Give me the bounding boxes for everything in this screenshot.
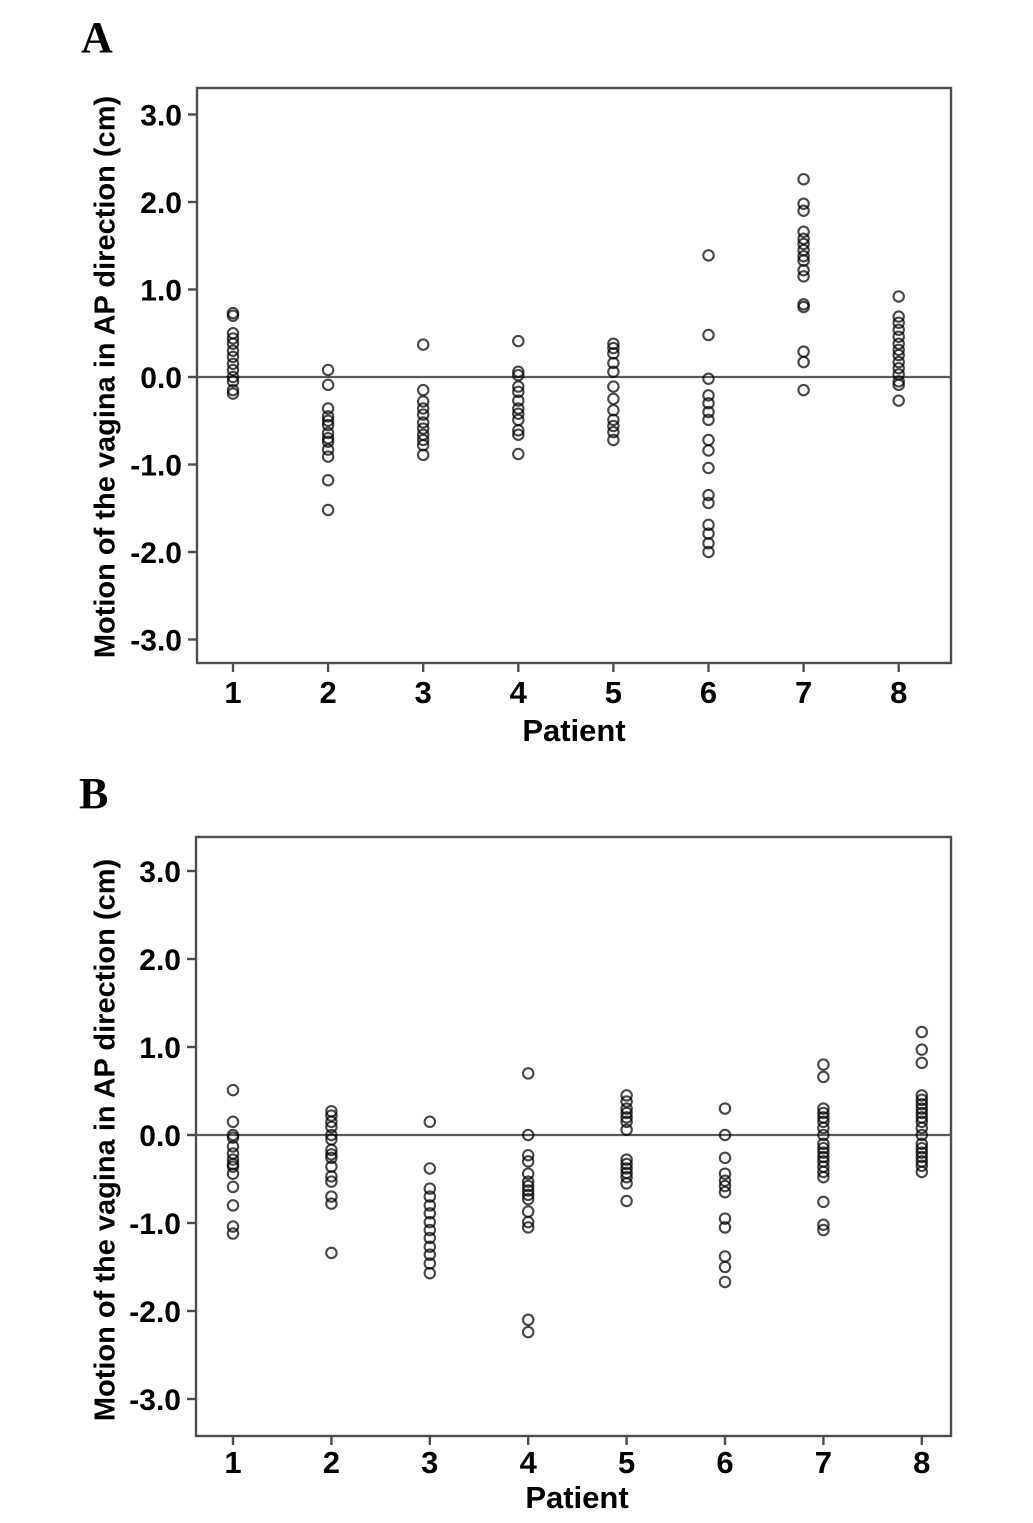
series-patient-6: [703, 250, 713, 557]
data-point: [703, 445, 713, 455]
data-point: [720, 1251, 730, 1261]
y-tick-label: -1.0: [130, 449, 182, 483]
data-point: [818, 1072, 828, 1082]
x-tick-label: 7: [794, 675, 813, 710]
panel-b-letter: B: [79, 769, 109, 818]
panel-a-letter: A: [81, 13, 113, 62]
data-point: [621, 1196, 631, 1206]
data-point: [894, 395, 904, 405]
x-tick-label: 6: [716, 1445, 734, 1480]
scatter-panel-a: [130, 88, 951, 710]
data-point: [703, 463, 713, 473]
x-tick-label: 5: [617, 1445, 636, 1480]
data-point: [703, 435, 713, 445]
series-patient-5: [621, 1090, 631, 1206]
x-axis-label-b: Patient: [525, 1480, 629, 1515]
x-tick-label: 8: [913, 1445, 931, 1480]
y-tick-label: 0.0: [139, 1120, 181, 1153]
x-tick-label: 2: [319, 675, 337, 710]
data-point: [917, 1058, 927, 1068]
data-point: [323, 475, 333, 485]
series-patient-7: [798, 174, 808, 395]
series-patient-1: [228, 308, 238, 399]
data-point: [818, 1059, 828, 1069]
data-point: [228, 1117, 238, 1127]
data-point: [323, 451, 333, 461]
data-point: [523, 1068, 533, 1078]
x-tick-label: 7: [814, 1445, 833, 1480]
data-point: [228, 1085, 238, 1095]
data-point: [720, 1103, 730, 1113]
data-point: [513, 449, 523, 459]
data-point: [894, 291, 904, 301]
y-axis-label-b: Motion of the vagina in AP direction (cm): [89, 858, 122, 1422]
data-point: [425, 1117, 435, 1127]
data-point: [323, 380, 333, 390]
series-patient-4: [523, 1068, 533, 1337]
y-tick-label: 3.0: [139, 856, 181, 889]
x-tick-label: 8: [890, 675, 908, 710]
data-point: [228, 1200, 238, 1210]
data-point: [326, 1198, 336, 1208]
data-point: [798, 174, 808, 184]
plot-frame: [197, 88, 951, 663]
x-tick-label: 5: [604, 675, 623, 710]
data-point: [228, 1182, 238, 1192]
x-tick-label: 4: [509, 675, 527, 710]
data-point: [418, 385, 428, 395]
y-axis-label-a: Motion of the vagina in AP direction (cm): [89, 95, 122, 659]
data-point: [720, 1262, 730, 1272]
series-patient-2: [323, 365, 333, 515]
data-point: [418, 339, 428, 349]
data-point: [798, 346, 808, 356]
data-point: [798, 357, 808, 367]
y-tick-label: 3.0: [140, 99, 182, 133]
y-tick-label: 2.0: [139, 944, 181, 977]
data-point: [818, 1197, 828, 1207]
data-point: [523, 1315, 533, 1325]
data-point: [608, 394, 618, 404]
data-point: [798, 385, 808, 395]
y-tick-label: -2.0: [130, 537, 182, 570]
data-point: [703, 250, 713, 260]
x-tick-label: 1: [224, 675, 242, 710]
x-tick-label: 3: [414, 675, 432, 710]
y-tick-label: -3.0: [130, 624, 182, 658]
data-point: [917, 1044, 927, 1054]
x-tick-label: 6: [699, 675, 718, 710]
y-tick-label: -3.0: [129, 1384, 181, 1417]
series-patient-3: [425, 1117, 435, 1279]
data-point: [703, 330, 713, 340]
data-point: [608, 381, 618, 391]
data-point: [323, 505, 333, 515]
x-tick-label: 3: [421, 1445, 439, 1480]
series-patient-8: [917, 1027, 927, 1177]
data-point: [228, 1228, 238, 1238]
series-patient-3: [418, 339, 428, 460]
y-tick-label: 1.0: [139, 1032, 181, 1065]
series-patient-6: [720, 1103, 730, 1287]
data-point: [703, 374, 713, 384]
data-point: [513, 336, 523, 346]
data-point: [425, 1163, 435, 1173]
data-point: [523, 1327, 533, 1337]
series-patient-5: [608, 339, 618, 446]
data-point: [720, 1277, 730, 1287]
data-point: [720, 1153, 730, 1163]
y-tick-label: 0.0: [140, 362, 182, 395]
y-tick-label: 2.0: [140, 187, 182, 220]
data-point: [798, 206, 808, 216]
series-patient-2: [326, 1106, 336, 1258]
data-point: [917, 1027, 927, 1037]
y-tick-label: -2.0: [129, 1296, 181, 1329]
y-tick-label: 1.0: [140, 274, 182, 308]
y-tick-label: -1.0: [129, 1208, 181, 1241]
series-patient-7: [818, 1059, 828, 1235]
x-tick-label: 1: [224, 1445, 242, 1480]
x-tick-label: 2: [322, 1445, 341, 1480]
scatter-panel-b: [129, 837, 951, 1480]
series-patient-8: [894, 291, 904, 406]
x-tick-label: 4: [519, 1445, 537, 1480]
series-patient-4: [513, 336, 523, 459]
x-axis-label-a: Patient: [522, 713, 626, 748]
data-point: [523, 1206, 533, 1216]
series-patient-1: [228, 1085, 238, 1239]
data-point: [326, 1248, 336, 1258]
data-point: [323, 365, 333, 375]
plot-frame: [196, 837, 951, 1436]
